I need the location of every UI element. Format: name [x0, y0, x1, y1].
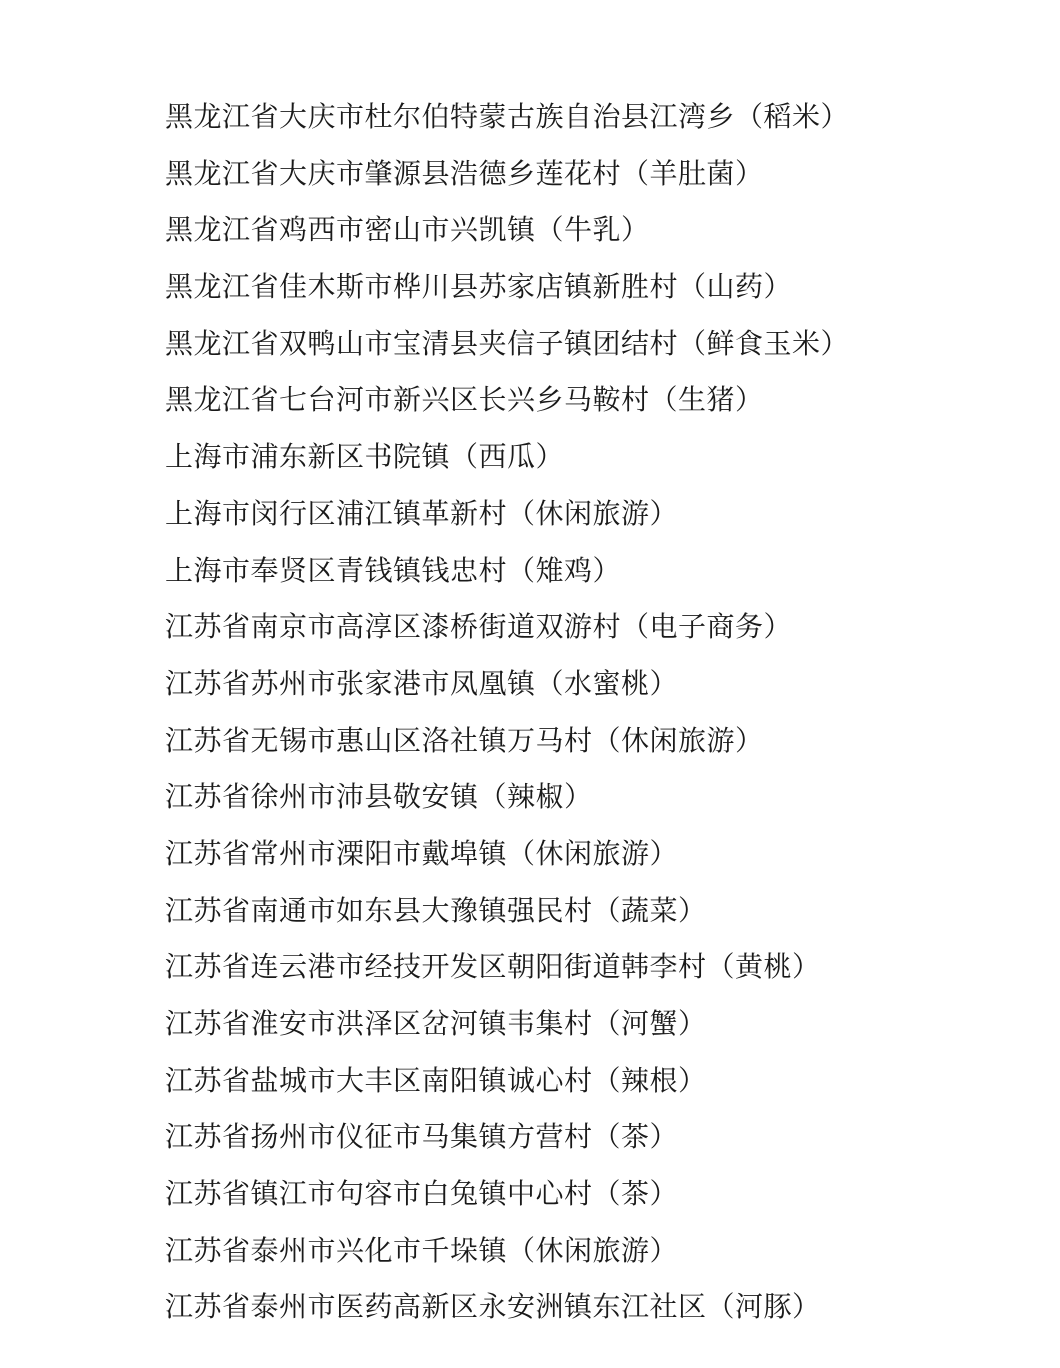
list-item: 上海市奉贤区青钱镇钱忠村（雉鸡） [165, 553, 622, 587]
list-item: 江苏省淮安市洪泽区岔河镇韦集村（河蟹） [165, 1007, 707, 1040]
list-item: 黑龙江省佳木斯市桦川县苏家店镇新胜村（山药） [165, 270, 793, 304]
list-item: 上海市浦东新区书院镇（西瓜） [165, 440, 565, 474]
list-item: 江苏省无锡市惠山区洛社镇万马村（休闲旅游） [165, 723, 764, 757]
list-item: 江苏省镇江市句容市白兔镇中心村（茶） [165, 1177, 679, 1211]
list-item: 黑龙江省鸡西市密山市兴凯镇（牛乳） [165, 213, 650, 247]
list-item: 江苏省苏州市张家港市凤凰镇（水蜜桃） [165, 666, 679, 700]
list-item: 黑龙江省双鸭山市宝清县夹信子镇团结村（鲜食玉米） [165, 326, 850, 360]
list-item: 江苏省连云港市经技开发区朝阳街道韩李村（黄桃） [165, 950, 821, 984]
list-item: 江苏省南京市高淳区漆桥街道双游村（电子商务） [165, 610, 793, 644]
village-list [165, 94, 1025, 1341]
list-item: 江苏省泰州市医药高新区永安洲镇东江社区（河豚） [165, 1290, 821, 1324]
list-item: 上海市闵行区浦江镇革新村（休闲旅游） [165, 496, 679, 530]
list-item: 江苏省泰州市兴化市千垛镇（休闲旅游） [165, 1233, 679, 1267]
list-item: 江苏省南通市如东县大豫镇强民村（蔬菜） [165, 893, 707, 927]
list-item: 黑龙江省大庆市杜尔伯特蒙古族自治县江湾乡（稻米） [165, 100, 850, 133]
list-item: 黑龙江省大庆市肇源县浩德乡莲花村（羊肚菌） [165, 156, 764, 190]
list-item: 江苏省常州市溧阳市戴埠镇（休闲旅游） [165, 836, 679, 870]
list-item: 江苏省扬州市仪征市马集镇方营村（茶） [165, 1120, 679, 1154]
list-item: 江苏省徐州市沛县敬安镇（辣椒） [165, 780, 593, 814]
list-item: 江苏省盐城市大丰区南阳镇诚心村（辣根） [165, 1063, 707, 1097]
list-item: 黑龙江省七台河市新兴区长兴乡马鞍村（生猪） [165, 383, 764, 417]
